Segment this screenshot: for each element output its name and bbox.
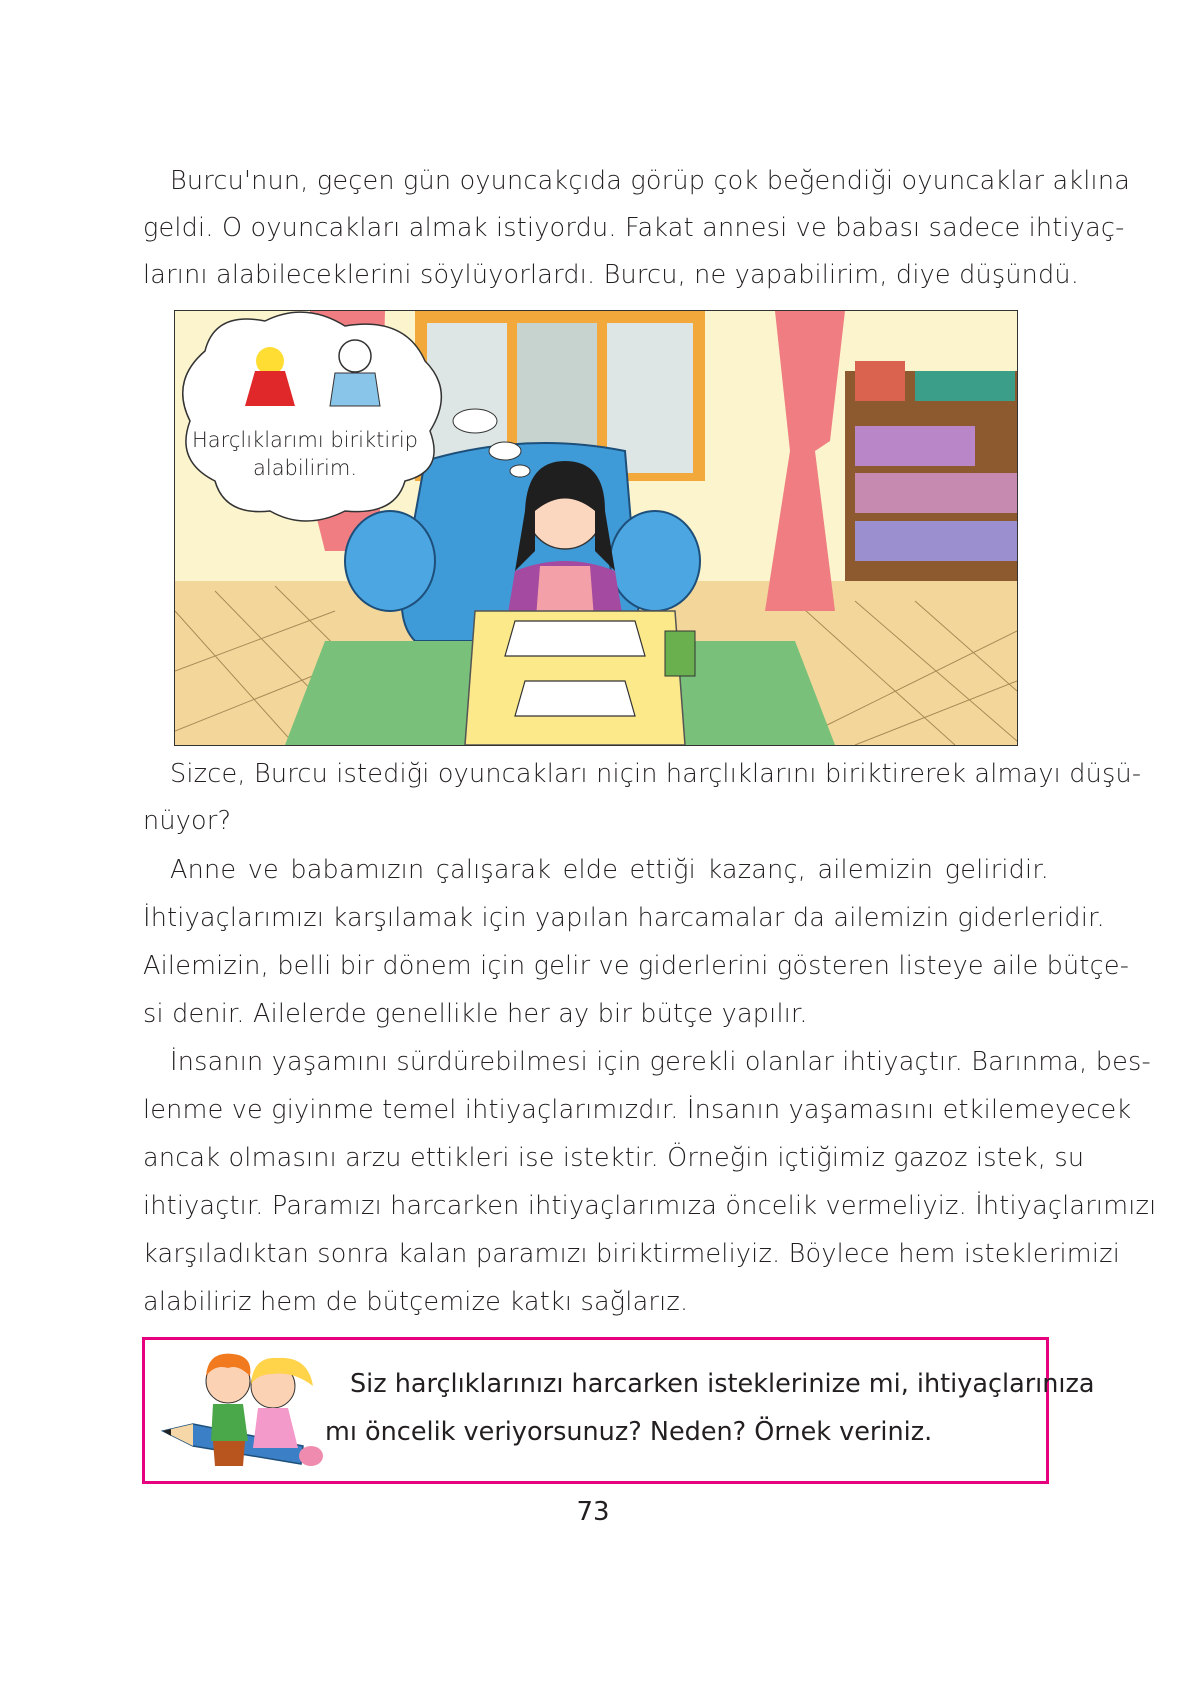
text-line: ancak olmasını arzu ettikleri ise istektir. Örneğin içtiğimiz gazoz istek, su — [143, 1143, 1085, 1173]
text-line: geldi. O oyuncakları almak istiyordu. Fakat annesi ve babası sadece ihtiyaç- — [143, 213, 1125, 243]
thought-bubble-line-2: alabilirim. — [252, 456, 358, 480]
text-line: Anne ve babamızın çalışarak elde ettiği kazanç, ailemizin geliridir. — [170, 855, 1049, 885]
thought-bubble-line-1: Harçlıklarımı biriktirip — [191, 428, 419, 452]
text-line: si denir. Ailelerde genellikle her ay bir bütçe yapılır. — [143, 999, 808, 1029]
text-line: larını alabileceklerini söylüyorlardı. Burcu, ne yapabilirim, diye düşündü. — [143, 260, 1080, 290]
activity-box — [142, 1337, 1095, 1484]
text-line: Ailemizin, belli bir dönem için gelir ve giderlerini gösteren listeye aile bütçe- — [143, 951, 1130, 981]
girl-studying-illustration — [175, 311, 1017, 745]
text-line: lenme ve giyinme temel ihtiyaçlarımızdır. İnsanın yaşamasını etkilemeyecek — [143, 1095, 1132, 1125]
text-line: nüyor? — [143, 806, 232, 836]
text-line: ihtiyaçtır. Paramızı harcarken ihtiyaçlarımıza öncelik vermeliyiz. İhtiyaçlarımızı — [143, 1191, 1157, 1221]
text-line: İhtiyaçlarımızı karşılamak için yapılan harcamalar da ailemizin giderleridir. — [143, 903, 1105, 933]
text-line: Burcu'nun, geçen gün oyuncakçıda görüp çok beğendiği oyuncaklar aklına — [170, 166, 1131, 196]
page-number: 73 — [576, 1497, 610, 1527]
room-illustration — [174, 310, 1018, 746]
text-line: karşıladıktan sonra kalan paramızı biriktirmeliyiz. Böylece hem isteklerimizi — [143, 1239, 1120, 1269]
kids-on-pencil-icon — [153, 1346, 333, 1474]
text-line: Sizce, Burcu istediği oyuncakları niçin harçlıklarını biriktirerek almayı düşü- — [170, 759, 1142, 789]
text-line: alabiliriz hem de bütçemize katkı sağlarız. — [143, 1287, 689, 1317]
activity-question-line-1: Siz harçlıklarınızı harcarken isteklerinize mi, ihtiyaçlarınıza — [350, 1369, 1095, 1399]
text-line: İnsanın yaşamını sürdürebilmesi için gerekli olanlar ihtiyaçtır. Barınma, bes- — [170, 1047, 1151, 1077]
activity-question-line-2: mı öncelik veriyorsunuz? Neden? Örnek veriniz. — [325, 1417, 933, 1447]
